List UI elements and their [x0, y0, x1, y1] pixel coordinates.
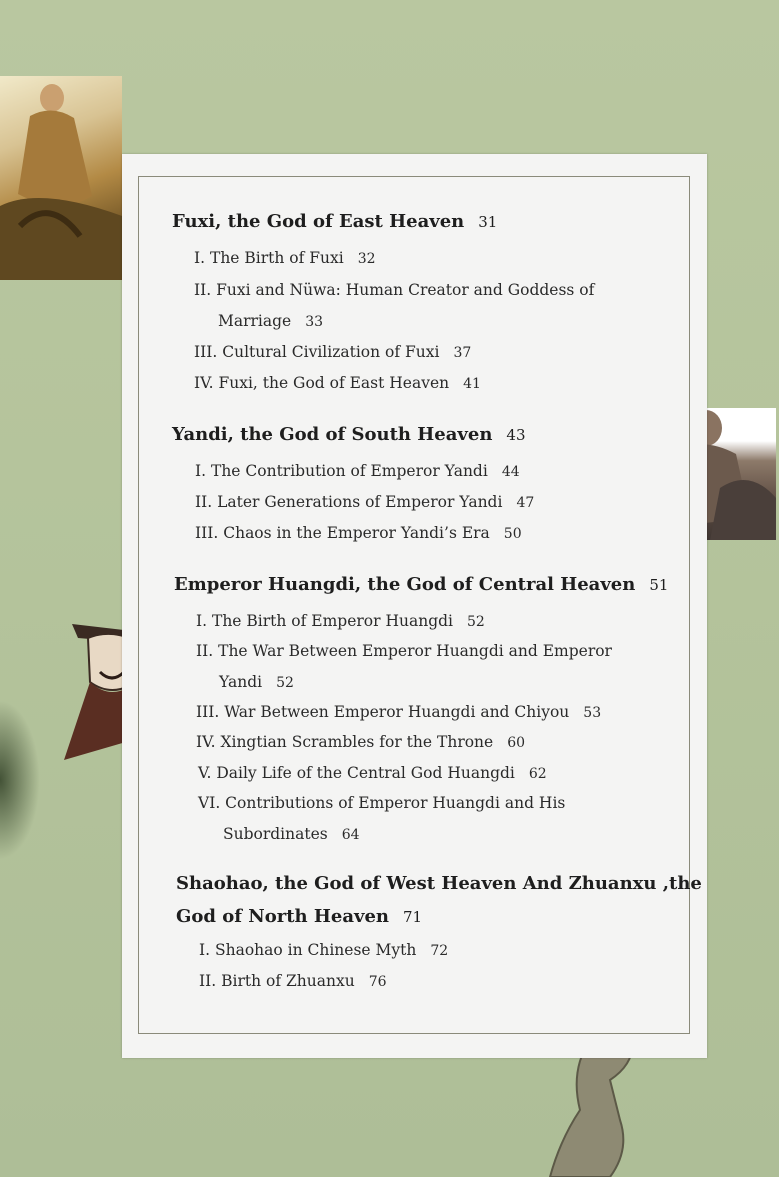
toc-item: III. Chaos in the Emperor Yandi’s Era 50 [195, 524, 522, 542]
toc-chapter-shaohao: Shaohao, the God of West Heaven And Zhuanxu ,the [176, 873, 702, 894]
toc-item: I. The Birth of Fuxi 32 [194, 249, 376, 267]
toc-item-continued: Subordinates 64 [223, 825, 360, 843]
toc-item: II. The War Between Emperor Huangdi and Emperor [196, 642, 612, 660]
toc-chapter-fuxi: Fuxi, the God of East Heaven 31 [172, 211, 498, 232]
background-shadow [0, 700, 40, 860]
toc-item: I. Shaohao in Chinese Myth 72 [199, 941, 449, 959]
toc-item-continued: Yandi 52 [219, 673, 294, 691]
toc-item: I. The Contribution of Emperor Yandi 44 [195, 462, 520, 480]
toc-item: II. Birth of Zhuanxu 76 [199, 972, 387, 990]
toc-item: IV. Xingtian Scrambles for the Throne 60 [196, 733, 526, 751]
toc-item: II. Later Generations of Emperor Yandi 47 [195, 493, 535, 511]
toc-item: III. Cultural Civilization of Fuxi 37 [194, 343, 472, 361]
toc-item: III. War Between Emperor Huangdi and Chiyou 53 [196, 703, 602, 721]
toc-chapter-yandi: Yandi, the God of South Heaven 43 [172, 424, 526, 445]
toc-item-continued: Marriage 33 [218, 312, 324, 330]
toc-item: V. Daily Life of the Central God Huangdi 62 [198, 764, 547, 782]
toc-item: II. Fuxi and Nüwa: Human Creator and Goddess of [194, 281, 595, 299]
toc-chapter-huangdi: Emperor Huangdi, the God of Central Heaven 51 [174, 574, 669, 595]
toc-chapter-shaohao-continued: God of North Heaven 71 [176, 906, 423, 927]
toc-item: I. The Birth of Emperor Huangdi 52 [196, 612, 485, 630]
toc-item: VI. Contributions of Emperor Huangdi and His [198, 794, 566, 812]
toc-item: IV. Fuxi, the God of East Heaven 41 [194, 374, 481, 392]
fuxi-painting-image [0, 76, 122, 280]
